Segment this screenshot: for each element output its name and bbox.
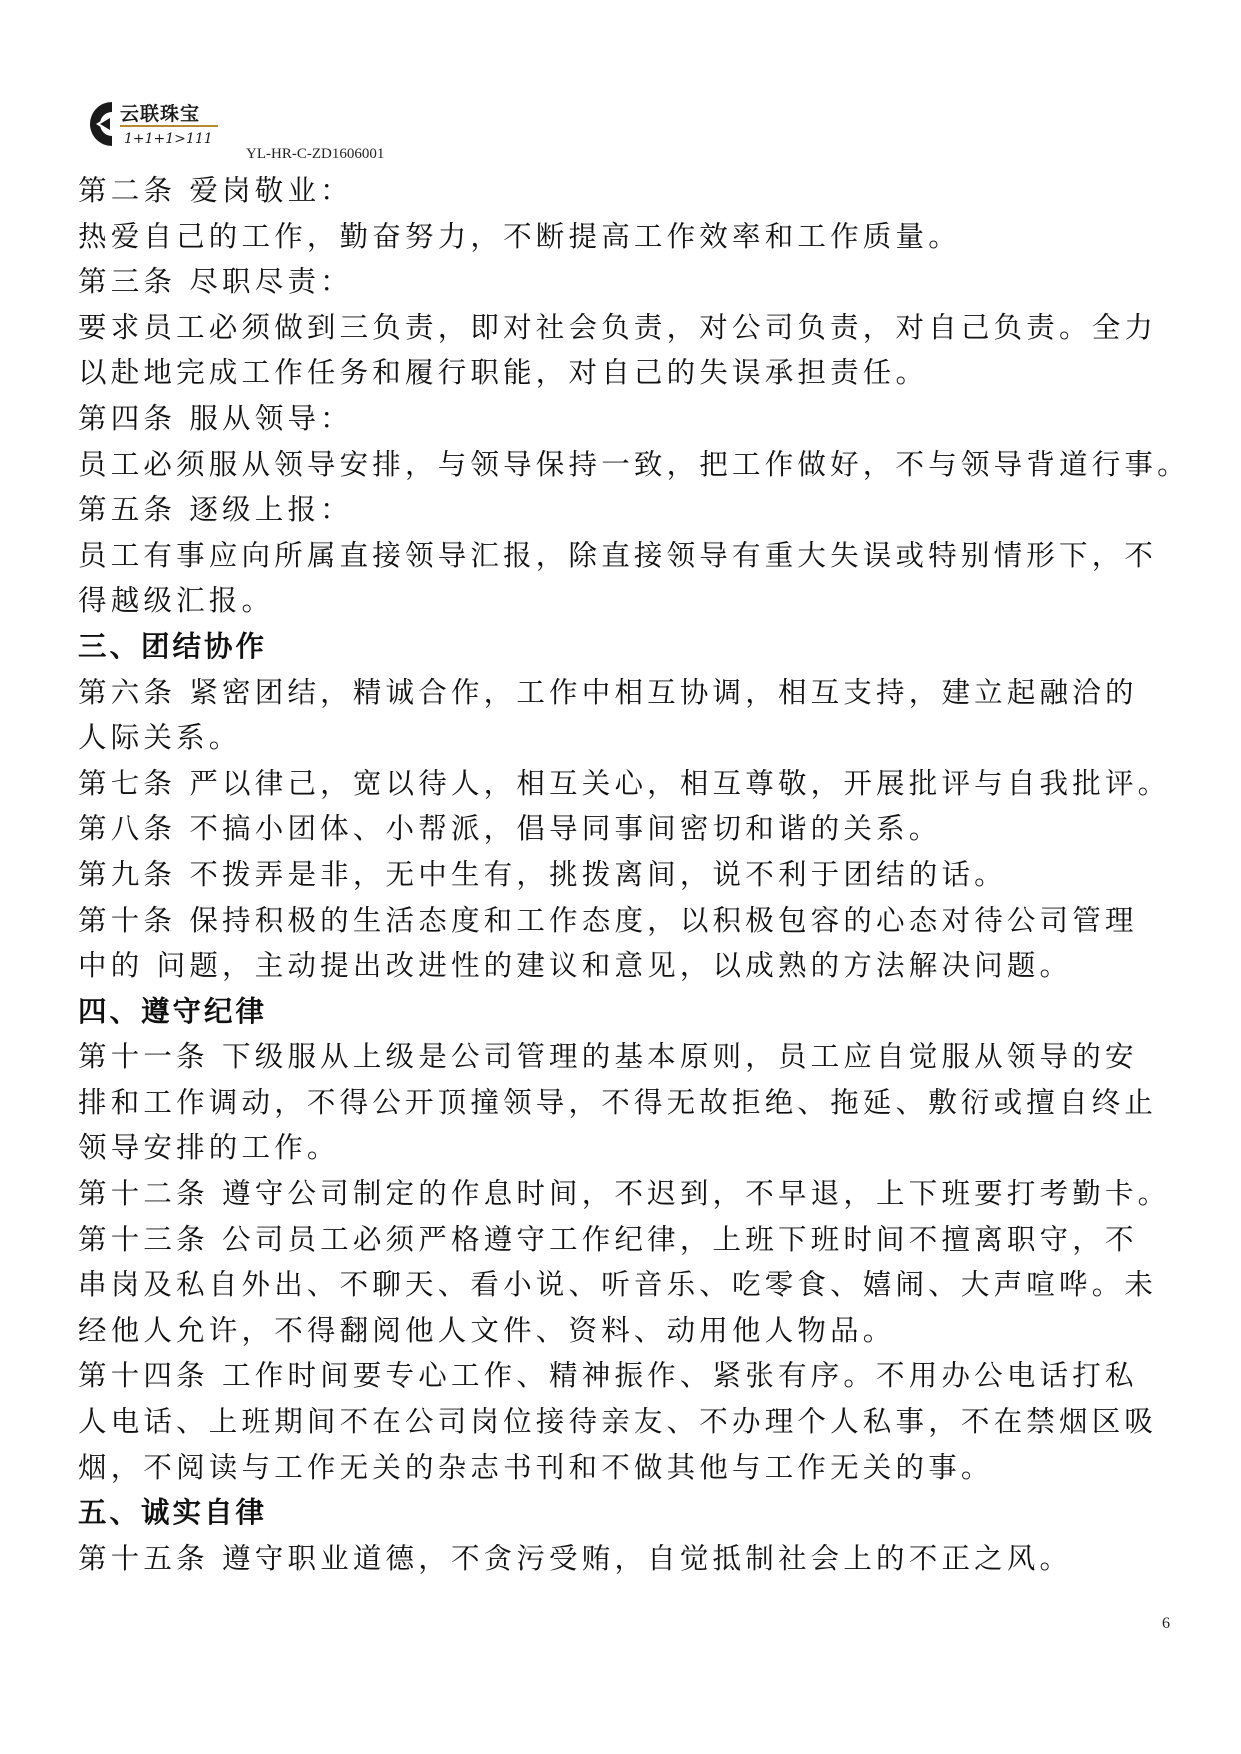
document-body <box>78 168 1190 1581</box>
text-line: 员工必须服从领导安排，与领导保持一致，把工作做好，不与领导背道行事。 <box>78 447 1190 481</box>
text-line: 以赴地完成工作任务和履行职能，对自己的失误承担责任。 <box>78 356 929 390</box>
text-line: 第十五条 遵守职业道德，不贪污受贿，自觉抵制社会上的不正之风。 <box>78 1541 1073 1575</box>
text-line: 经他人允许，不得翻阅他人文件、资料、动用他人物品。 <box>78 1313 896 1347</box>
text-line: 第八条 不搞小团体、小帮派，倡导同事间密切和谐的关系。 <box>78 812 942 846</box>
text-line: 第十二条 遵守公司制定的作息时间，不迟到，不早退，上下班要打考勤卡。 <box>78 1177 1171 1211</box>
text-line: 烟，不阅读与工作无关的杂志书刊和不做其他与工作无关的事。 <box>78 1450 994 1484</box>
company-logo <box>78 98 238 150</box>
section-heading: 三、团结协作 <box>78 628 268 663</box>
text-line: 要求员工必须做到三负责，即对社会负责，对公司负责，对自己负责。全力 <box>78 310 1158 344</box>
text-line: 得越级汇报。 <box>78 584 275 618</box>
article-title: 第五条 逐级上报： <box>78 493 353 527</box>
text-line: 第十一条 下级服从上级是公司管理的基本原则，员工应自觉服从领导的安 <box>78 1040 1138 1074</box>
text-line: 第十三条 公司员工必须严格遵守工作纪律，上班下班时间不擅离职守，不 <box>78 1222 1138 1256</box>
text-line: 领导安排的工作。 <box>78 1131 340 1165</box>
text-line: 第十四条 工作时间要专心工作、精神振作、紧张有序。不用办公电话打私 <box>78 1359 1138 1393</box>
article-title: 第四条 服从领导： <box>78 401 353 435</box>
text-line: 人电话、上班期间不在公司岗位接待亲友、不办理个人私事，不在禁烟区吸 <box>78 1405 1158 1439</box>
page-number: 6 <box>1162 1615 1170 1632</box>
document-code: YL-HR-C-ZD1606001 <box>246 146 385 162</box>
svg-text:1+1+1>111: 1+1+1>111 <box>124 131 213 147</box>
text-line: 员工有事应向所属直接领导汇报，除直接领导有重大失误或特别情形下，不 <box>78 538 1158 572</box>
text-line: 串岗及私自外出、不聊天、看小说、听音乐、吃零食、嬉闹、大声喧哗。未 <box>78 1268 1158 1302</box>
section-heading: 四、遵守纪律 <box>78 993 268 1028</box>
article-title: 第三条 尽职尽责： <box>78 265 353 299</box>
text-line: 第九条 不拨弄是非，无中生有，挑拨离间，说不利于团结的话。 <box>78 857 1007 891</box>
text-line: 第七条 严以律己，宽以待人，相互关心，相互尊敬，开展批评与自我批评。 <box>78 766 1171 800</box>
svg-text:云联珠宝: 云联珠宝 <box>120 103 201 125</box>
text-line: 中的 问题，主动提出改进性的建议和意见，以成熟的方法解决问题。 <box>78 949 1073 983</box>
text-line: 热爱自己的工作，勤奋努力，不断提高工作效率和工作质量。 <box>78 219 961 253</box>
text-line: 第十条 保持积极的生活态度和工作态度，以积极包容的心态对待公司管理 <box>78 903 1138 937</box>
document-header <box>78 98 478 170</box>
text-line: 人际关系。 <box>78 721 242 755</box>
article-title: 第二条 爱岗敬业： <box>78 174 353 207</box>
section-heading: 五、诚实自律 <box>78 1495 268 1530</box>
text-line: 排和工作调动，不得公开顶撞领导，不得无故拒绝、拖延、敷衍或擅自终止 <box>78 1085 1158 1119</box>
text-line: 第六条 紧密团结，精诚合作，工作中相互协调，相互支持，建立起融洽的 <box>78 675 1138 709</box>
